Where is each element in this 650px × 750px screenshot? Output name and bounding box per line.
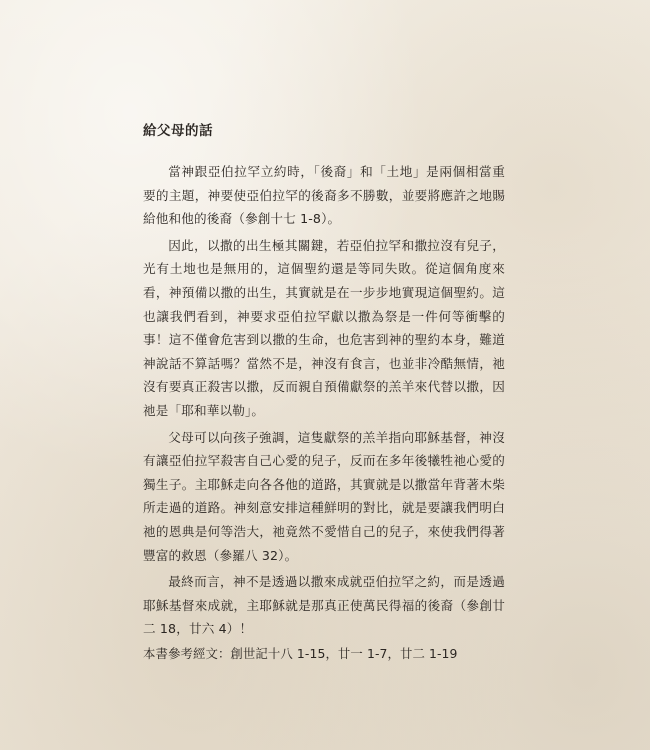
paragraph-4: 最終而言，神不是透過以撒來成就亞伯拉罕之約，而是透過耶穌基督來成就，主耶穌就是那真正使萬民得福的後裔（參創廿二 18，廿六 4）！ xyxy=(143,574,505,637)
paragraph-1: 當神跟亞伯拉罕立約時，「後裔」和「土地」是兩個相當重要的主題，神要使亞伯拉罕的後裔多不勝數，並要將應許之地賜給他和他的後裔（參創十七 1-8）。 xyxy=(143,164,505,227)
page-heading: 給父母的話 xyxy=(143,123,213,139)
paragraph-3: 父母可以向孩子強調，這隻獻祭的羔羊指向耶穌基督，神沒有讓亞伯拉罕殺害自己心愛的兒子，反而在多年後犧牲祂心愛的獨生子。主耶穌走向各各他的道路，其實就是以撒當年背著木柴所走過的道路。神刻意安排這種鮮明的對比，就是要讓我們明白祂的恩典是何等浩大，祂竟然不愛惜自己的兒子，來使我們得著豐富的救恩（參羅八 32）。 xyxy=(143,429,505,563)
paragraph-2: 因此，以撒的出生極其關鍵，若亞伯拉罕和撒拉沒有兒子，光有土地也是無用的，這個聖約還是等同失敗。從這個角度來看，神預備以撒的出生，其實就是在一步步地實現這個聖約。這也讓我們看到，神要求亞伯拉罕獻以撒為祭是一件何等衝擊的事！這不僅會危害到以撒的生命，也危害到神的聖約本身，難道神說話不算話嗎？當然不是，神沒有食言，也並非冷酷無情，祂沒有要真正殺害以撒，反而親自預備獻祭的羔羊來代替以撒，因祂是「耶和華以勒」。 xyxy=(143,237,505,418)
body-text xyxy=(143,160,505,644)
scripture-references: 本書參考經文：創世記十八 1-15，廿一 1-7，廿二 1-19 xyxy=(143,646,458,661)
